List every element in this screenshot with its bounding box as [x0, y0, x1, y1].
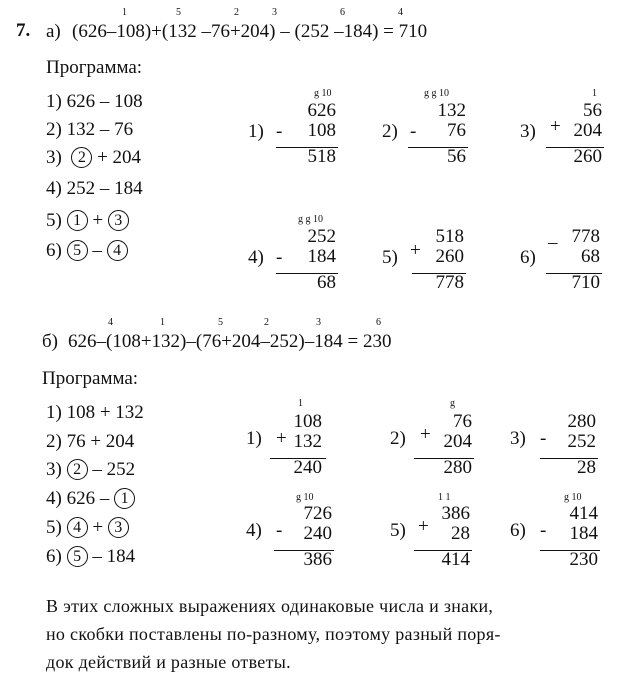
circled-number: 2	[71, 147, 92, 168]
column-calc-1b	[276, 412, 322, 478]
task-number: 7.	[16, 20, 31, 41]
expr-token: (626	[72, 21, 107, 42]
order-mark: 3	[272, 7, 277, 18]
sum-line	[276, 147, 338, 148]
part-a-expression	[72, 21, 427, 43]
top-operand: 132	[437, 100, 466, 121]
order-mark: 4	[108, 317, 113, 328]
expr-token: 626	[68, 331, 97, 352]
top-operand: 56	[583, 100, 602, 121]
order-mark: 2	[234, 7, 239, 18]
result: 56	[447, 146, 466, 167]
order-mark: 5	[176, 7, 181, 18]
top-operand: 414	[569, 503, 598, 524]
result: 414	[441, 549, 470, 570]
expr-token: –	[280, 21, 290, 42]
borrow-marks: g 10	[296, 492, 314, 503]
column-calc-6b	[552, 504, 598, 570]
part-b-label: б)	[42, 331, 58, 352]
bottom-operand: 108	[307, 120, 336, 141]
expr-token: 184	[314, 331, 343, 352]
expr-token: –	[334, 21, 344, 42]
program-step: 5) 1 + 3	[46, 210, 129, 232]
conclusion-line: но скобки поставлены по-разному, поэтому разный поря-	[46, 624, 501, 644]
program-title-b: Программа:	[42, 368, 139, 389]
expr-token: –	[304, 331, 315, 352]
expr-token: = 230	[347, 331, 392, 352]
column-operator: +	[550, 116, 561, 137]
bottom-operand: 204	[443, 431, 472, 452]
column-calc-5a	[418, 227, 464, 293]
circled-number: 2	[67, 459, 88, 480]
carry-marks: 1	[592, 88, 597, 99]
sum-line	[276, 273, 338, 274]
program-step: 6) 5 – 184	[46, 546, 136, 567]
circled-number: 3	[108, 517, 129, 538]
order-mark: 2	[264, 317, 269, 328]
sum-line	[414, 458, 474, 459]
borrow-marks: g 10	[314, 88, 332, 99]
circled-number: 1	[67, 210, 88, 231]
program-step: 2) 76 + 204	[46, 431, 135, 452]
expr-token: 204)	[240, 21, 276, 42]
result: 280	[443, 457, 472, 478]
bottom-operand: 260	[435, 246, 464, 267]
circled-number: 3	[108, 210, 129, 231]
expr-token: = 710	[383, 21, 428, 42]
bottom-operand: 240	[303, 523, 332, 544]
result: 260	[573, 146, 602, 167]
column-operator: -	[276, 520, 283, 541]
circled-number: 5	[67, 546, 88, 567]
column-operator: +	[420, 424, 431, 445]
column-calc-3b	[550, 412, 596, 478]
sum-line	[546, 273, 602, 274]
sum-line	[412, 273, 466, 274]
top-operand: 76	[453, 411, 472, 432]
top-operand: 280	[567, 411, 596, 432]
expr-token: 204	[231, 331, 261, 352]
column-label: 3)	[510, 428, 526, 449]
top-operand: 626	[307, 100, 336, 121]
bottom-operand: 184	[307, 246, 336, 267]
expr-token: –	[106, 21, 117, 42]
conclusion-line: В этих сложных выражениях одинаковые числа и знаки,	[46, 596, 494, 616]
column-operator: -	[276, 121, 283, 142]
column-label: 4)	[246, 520, 262, 541]
bottom-operand: 204	[573, 120, 602, 141]
sum-line	[546, 147, 604, 148]
order-mark: 1	[160, 317, 165, 328]
bottom-operand: 184	[569, 523, 598, 544]
order-mark: 6	[340, 7, 345, 18]
column-label: 2)	[390, 428, 406, 449]
order-mark: 4	[398, 7, 403, 18]
expr-token: 132)	[151, 331, 187, 352]
borrow-marks: g g 10	[424, 88, 449, 99]
expr-token: +	[151, 21, 162, 42]
expr-token: 184)	[343, 21, 379, 42]
result: 518	[307, 146, 336, 167]
expr-token: –	[201, 21, 211, 42]
column-operator: –	[548, 232, 558, 253]
order-mark: 3	[316, 317, 321, 328]
column-label: 6)	[520, 247, 536, 268]
expr-token: +	[221, 331, 232, 352]
circled-number: 5	[67, 240, 88, 261]
column-calc-1a	[290, 101, 336, 167]
program-step: 3) 2 + 204	[46, 147, 142, 168]
program-step: 1) 626 – 108	[46, 91, 143, 112]
top-operand: 518	[435, 226, 464, 247]
expr-token: 76	[210, 21, 230, 42]
result: 230	[569, 549, 598, 570]
program-step: 1) 108 + 132	[46, 402, 144, 423]
column-label: 4)	[248, 247, 264, 268]
column-operator: +	[410, 240, 421, 261]
result: 710	[571, 272, 600, 293]
expr-token: (132	[161, 21, 197, 42]
column-calc-2b	[426, 412, 472, 478]
result: 778	[435, 272, 464, 293]
column-calc-5b	[424, 504, 470, 570]
conclusion-line: док действий и разные ответы.	[46, 652, 291, 672]
program-step: 4) 252 – 184	[46, 178, 143, 199]
part-b-expression	[68, 331, 391, 353]
program-step: 2) 132 – 76	[46, 119, 134, 140]
column-operator: -	[540, 428, 547, 449]
expr-token: –	[260, 331, 270, 352]
sum-line	[274, 550, 334, 551]
bottom-operand: 132	[293, 431, 322, 452]
top-operand: 386	[441, 503, 470, 524]
bottom-operand: 28	[451, 523, 470, 544]
bottom-operand: 76	[447, 120, 466, 141]
expr-token: (108	[106, 331, 141, 352]
column-label: 3)	[520, 121, 536, 142]
circled-number: 4	[67, 517, 88, 538]
program-step: 5) 4 + 3	[46, 517, 129, 539]
column-calc-4b	[286, 504, 332, 570]
column-calc-4a	[290, 227, 336, 293]
sum-line	[540, 550, 600, 551]
bottom-operand: 252	[567, 431, 596, 452]
order-mark: 1	[122, 7, 127, 18]
expr-token: +	[229, 21, 241, 42]
column-operator: -	[540, 520, 547, 541]
expr-token: (252	[294, 21, 330, 42]
sum-line	[408, 147, 468, 148]
expr-token: –	[96, 331, 106, 352]
column-label: 2)	[382, 121, 398, 142]
column-label: 1)	[246, 428, 262, 449]
column-operator: -	[410, 121, 417, 142]
program-step: 4) 626 – 1	[46, 488, 135, 510]
program-title-a: Программа:	[46, 57, 143, 78]
result: 240	[293, 457, 322, 478]
borrow-marks: g	[450, 398, 455, 409]
carry-marks: 1 1	[438, 492, 451, 503]
expr-token: –	[186, 331, 196, 352]
program-step: 3) 2 – 252	[46, 459, 136, 480]
circled-number: 1	[114, 488, 135, 509]
expr-token: +	[140, 331, 152, 352]
column-label: 1)	[248, 121, 264, 142]
circled-number: 4	[107, 240, 128, 261]
borrow-marks: g g 10	[298, 214, 323, 225]
column-label: 5)	[390, 520, 406, 541]
program-step: 6) 5 – 4	[46, 240, 128, 262]
bottom-operand: 68	[581, 246, 600, 267]
expr-token: (76	[195, 331, 222, 352]
result: 68	[317, 272, 336, 293]
part-a-label: а)	[46, 21, 61, 42]
borrow-marks: g 10	[564, 492, 582, 503]
sum-line	[414, 550, 472, 551]
top-operand: 108	[293, 411, 322, 432]
carry-marks: 1	[298, 398, 303, 409]
expr-token: 108)	[116, 21, 152, 42]
result: 28	[577, 457, 596, 478]
column-operator: -	[276, 247, 283, 268]
sum-line	[540, 458, 598, 459]
column-label: 6)	[510, 520, 526, 541]
result: 386	[303, 549, 332, 570]
order-mark: 5	[218, 317, 223, 328]
column-calc-3a	[556, 101, 602, 167]
order-mark: 6	[376, 317, 381, 328]
column-calc-6a	[554, 227, 600, 293]
top-operand: 252	[307, 226, 336, 247]
top-operand: 726	[303, 503, 332, 524]
column-operator: +	[418, 516, 429, 537]
column-operator: +	[276, 428, 287, 449]
sum-line	[270, 458, 326, 459]
top-operand: 778	[571, 226, 600, 247]
column-label: 5)	[382, 247, 398, 268]
column-calc-2a	[420, 101, 466, 167]
expr-token: 252)	[269, 331, 305, 352]
